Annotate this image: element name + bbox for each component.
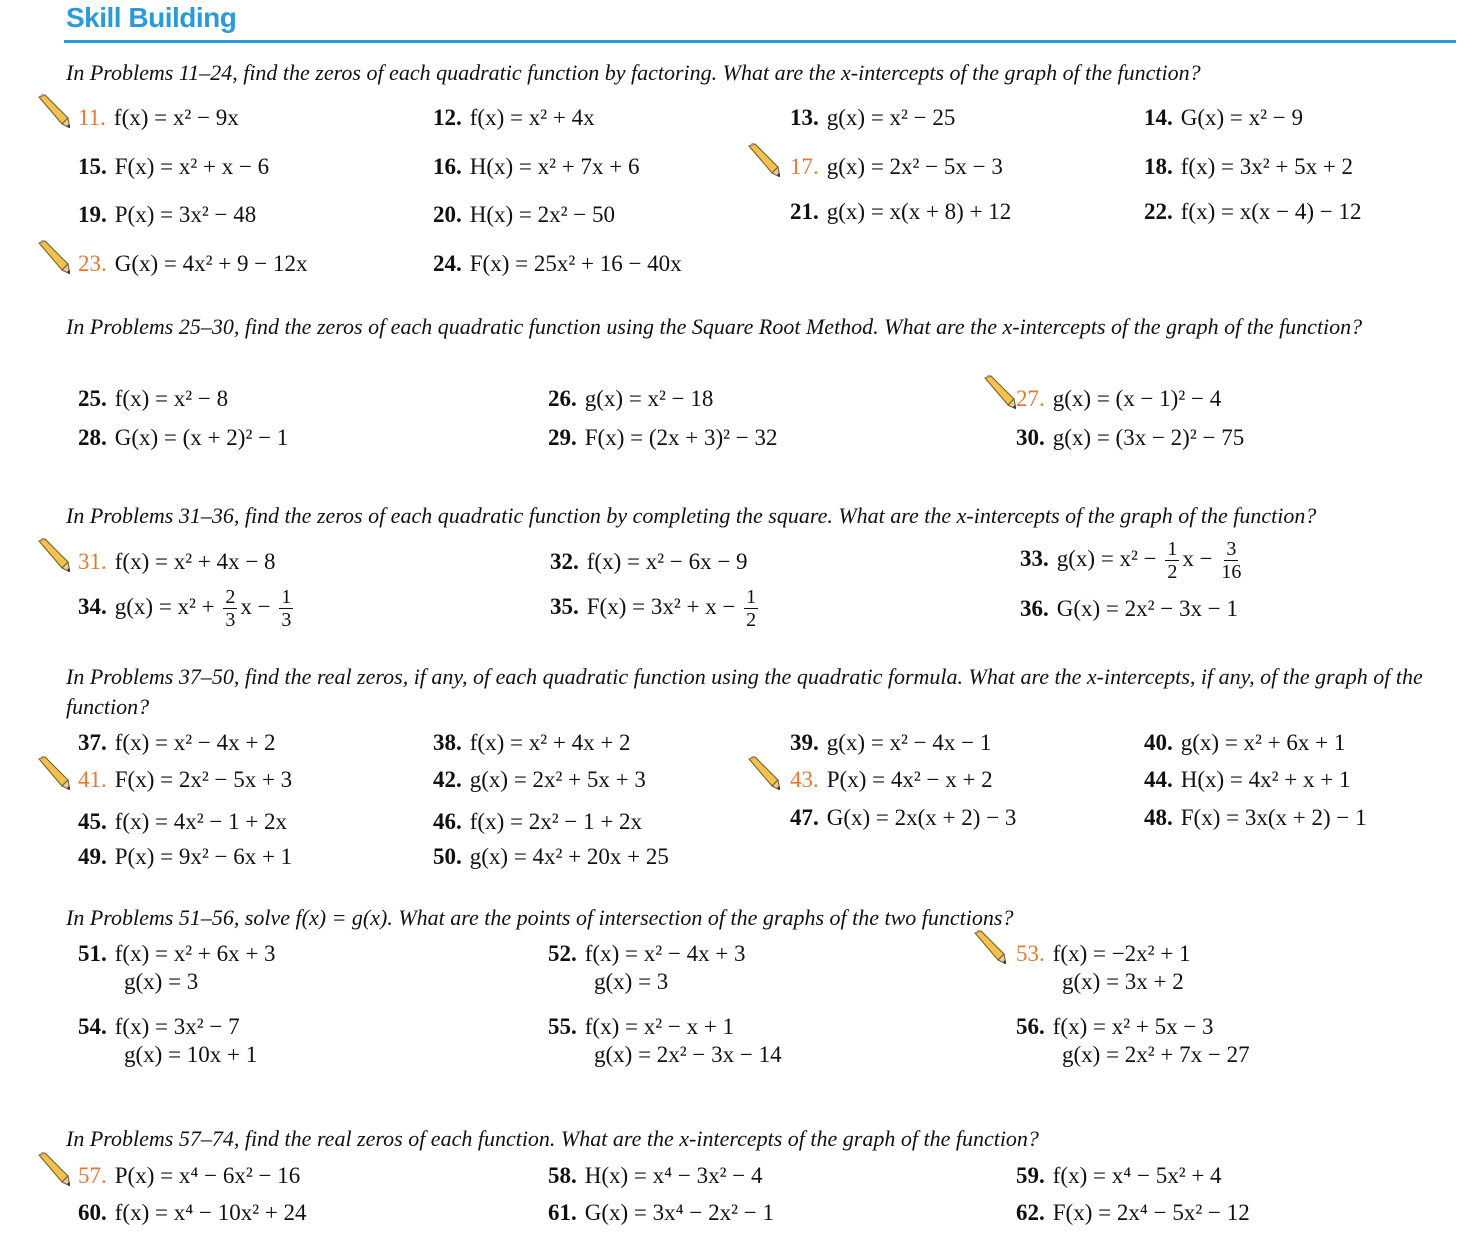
instruction-quadratic-formula: In Problems 37–50, find the real zeros, if any, of each quadratic function using the quadratic formula. What are the x-intercepts, if any, of the graph of the function? — [66, 664, 1423, 719]
problem-28: 28. G(x) = (x + 2)² − 1 — [78, 425, 289, 450]
problem-61: 61. G(x) = 3x⁴ − 2x² − 1 — [548, 1200, 775, 1225]
instruction-intersection: In Problems 51–56, solve f(x) = g(x). What are the points of intersection of the graphs of the two functions? — [66, 905, 1014, 930]
problem-45: 45. f(x) = 4x² − 1 + 2x — [78, 809, 288, 834]
pencil-icon — [982, 375, 1016, 409]
problem-50: 50. g(x) = 4x² + 20x + 25 — [433, 844, 669, 869]
instruction-factoring: In Problems 11–24, find the zeros of each quadratic function by factoring. What are the x-intercepts of the graph of the function? — [66, 60, 1201, 85]
instruction-square-root: In Problems 25–30, find the zeros of each quadratic function using the Square Root Method. What are the x-intercepts of the graph of the function? — [66, 314, 1363, 339]
problem-56: 56. f(x) = x² + 5x − 3 g(x) = 2x² + 7x − 27 — [1016, 1014, 1250, 1067]
problem-35: 35. F(x) = 3x² + x − $\frac{1}{2}$ — [550, 586, 757, 631]
problem-20: 20. H(x) = 2x² − 50 — [433, 202, 616, 227]
problem-53: 53. f(x) = −2x² + 1 g(x) = 3x + 2 — [1016, 941, 1191, 994]
problem-13: 13. g(x) = x² − 25 — [790, 105, 956, 130]
pencil-icon — [36, 538, 70, 572]
problem-59: 59. f(x) = x⁴ − 5x² + 4 — [1016, 1163, 1222, 1188]
problem-51: 51. f(x) = x² + 6x + 3 g(x) = 3 — [78, 941, 276, 994]
problem-19: 19. P(x) = 3x² − 48 — [78, 202, 257, 227]
problem-14: 14. G(x) = x² − 9 — [1144, 105, 1304, 130]
problem-15: 15. F(x) = x² + x − 6 — [78, 154, 270, 179]
pencil-icon — [36, 94, 70, 128]
problem-33: 33. g(x) = x² − $\frac{1}{2}$ x − $\frac{3}{16}$ — [1020, 538, 1242, 583]
problem-21: 21. g(x) = x(x + 8) + 12 — [790, 199, 1012, 224]
problem-25: 25. f(x) = x² − 8 — [78, 386, 229, 411]
problem-43: 43. P(x) = 4x² − x + 2 — [790, 767, 993, 792]
fraction: $\frac{3}{16}$ — [1221, 538, 1242, 583]
fraction: $\frac{1}{2}$ — [746, 586, 757, 631]
problem-17: 17. g(x) = 2x² − 5x − 3 — [790, 154, 1003, 179]
instruction-completing-square: In Problems 31–36, find the zeros of each quadratic function by completing the square. What are the x-intercepts of the graph of the function? — [66, 503, 1317, 528]
problem-42: 42. g(x) = 2x² + 5x + 3 — [433, 767, 646, 792]
fraction: $\frac{1}{3}$ — [281, 586, 292, 631]
problem-11: 11. f(x) = x² − 9x — [78, 105, 239, 130]
fraction: $\frac{2}{3}$ — [225, 586, 236, 631]
problem-55: 55. f(x) = x² − x + 1 g(x) = 2x² − 3x − 14 — [548, 1014, 782, 1067]
problem-23: 23. G(x) = 4x² + 9 − 12x — [78, 251, 308, 276]
problem-27: 27. g(x) = (x − 1)² − 4 — [1016, 386, 1222, 411]
problem-49: 49. P(x) = 9x² − 6x + 1 — [78, 844, 293, 869]
problem-30: 30. g(x) = (3x − 2)² − 75 — [1016, 425, 1245, 450]
section-title: Skill Building — [66, 2, 237, 33]
pencil-icon — [36, 240, 70, 274]
problem-57: 57. P(x) = x⁴ − 6x² − 16 — [78, 1163, 301, 1188]
problem-62: 62. F(x) = 2x⁴ − 5x² − 12 — [1016, 1200, 1250, 1225]
problem-26: 26. g(x) = x² − 18 — [548, 386, 714, 411]
problem-40: 40. g(x) = x² + 6x + 1 — [1144, 730, 1346, 755]
instruction-real-zeros: In Problems 57–74, find the real zeros of each function. What are the x-intercepts of the graph of the function? — [66, 1126, 1039, 1151]
fraction: $\frac{1}{2}$ — [1167, 538, 1178, 583]
pencil-icon — [36, 1152, 70, 1186]
pencil-icon — [972, 930, 1006, 964]
problem-34: 34. g(x) = x² + $\frac{2}{3}$ x − $\frac{1}{3}$ — [78, 586, 292, 631]
problem-37: 37. f(x) = x² − 4x + 2 — [78, 730, 276, 755]
pencil-icon — [36, 756, 70, 790]
problem-48: 48. F(x) = 3x(x + 2) − 1 — [1144, 805, 1367, 830]
problem-38: 38. f(x) = x² + 4x + 2 — [433, 730, 631, 755]
problem-16: 16. H(x) = x² + 7x + 6 — [433, 154, 640, 179]
problem-54: 54. f(x) = 3x² − 7 g(x) = 10x + 1 — [78, 1014, 258, 1067]
problem-36: 36. G(x) = 2x² − 3x − 1 — [1020, 596, 1238, 621]
problem-52: 52. f(x) = x² − 4x + 3 g(x) = 3 — [548, 941, 746, 994]
pencil-icon — [746, 143, 780, 177]
problem-12: 12. f(x) = x² + 4x — [433, 105, 595, 130]
problem-24: 24. F(x) = 25x² + 16 − 40x — [433, 251, 682, 276]
problem-58: 58. H(x) = x⁴ − 3x² − 4 — [548, 1163, 763, 1188]
problem-22: 22. f(x) = x(x − 4) − 12 — [1144, 199, 1362, 224]
problem-44: 44. H(x) = 4x² + x + 1 — [1144, 767, 1351, 792]
problem-31: 31. f(x) = x² + 4x − 8 — [78, 549, 276, 574]
pencil-icon — [746, 756, 780, 790]
problem-32: 32. f(x) = x² − 6x − 9 — [550, 549, 748, 574]
problem-39: 39. g(x) = x² − 4x − 1 — [790, 730, 992, 755]
problem-18: 18. f(x) = 3x² + 5x + 2 — [1144, 154, 1354, 179]
problem-46: 46. f(x) = 2x² − 1 + 2x — [433, 809, 643, 834]
problem-47: 47. G(x) = 2x(x + 2) − 3 — [790, 805, 1017, 830]
section-divider — [64, 40, 1456, 43]
problem-41: 41. F(x) = 2x² − 5x + 3 — [78, 767, 293, 792]
problem-60: 60. f(x) = x⁴ − 10x² + 24 — [78, 1200, 307, 1225]
problem-29: 29. F(x) = (2x + 3)² − 32 — [548, 425, 778, 450]
